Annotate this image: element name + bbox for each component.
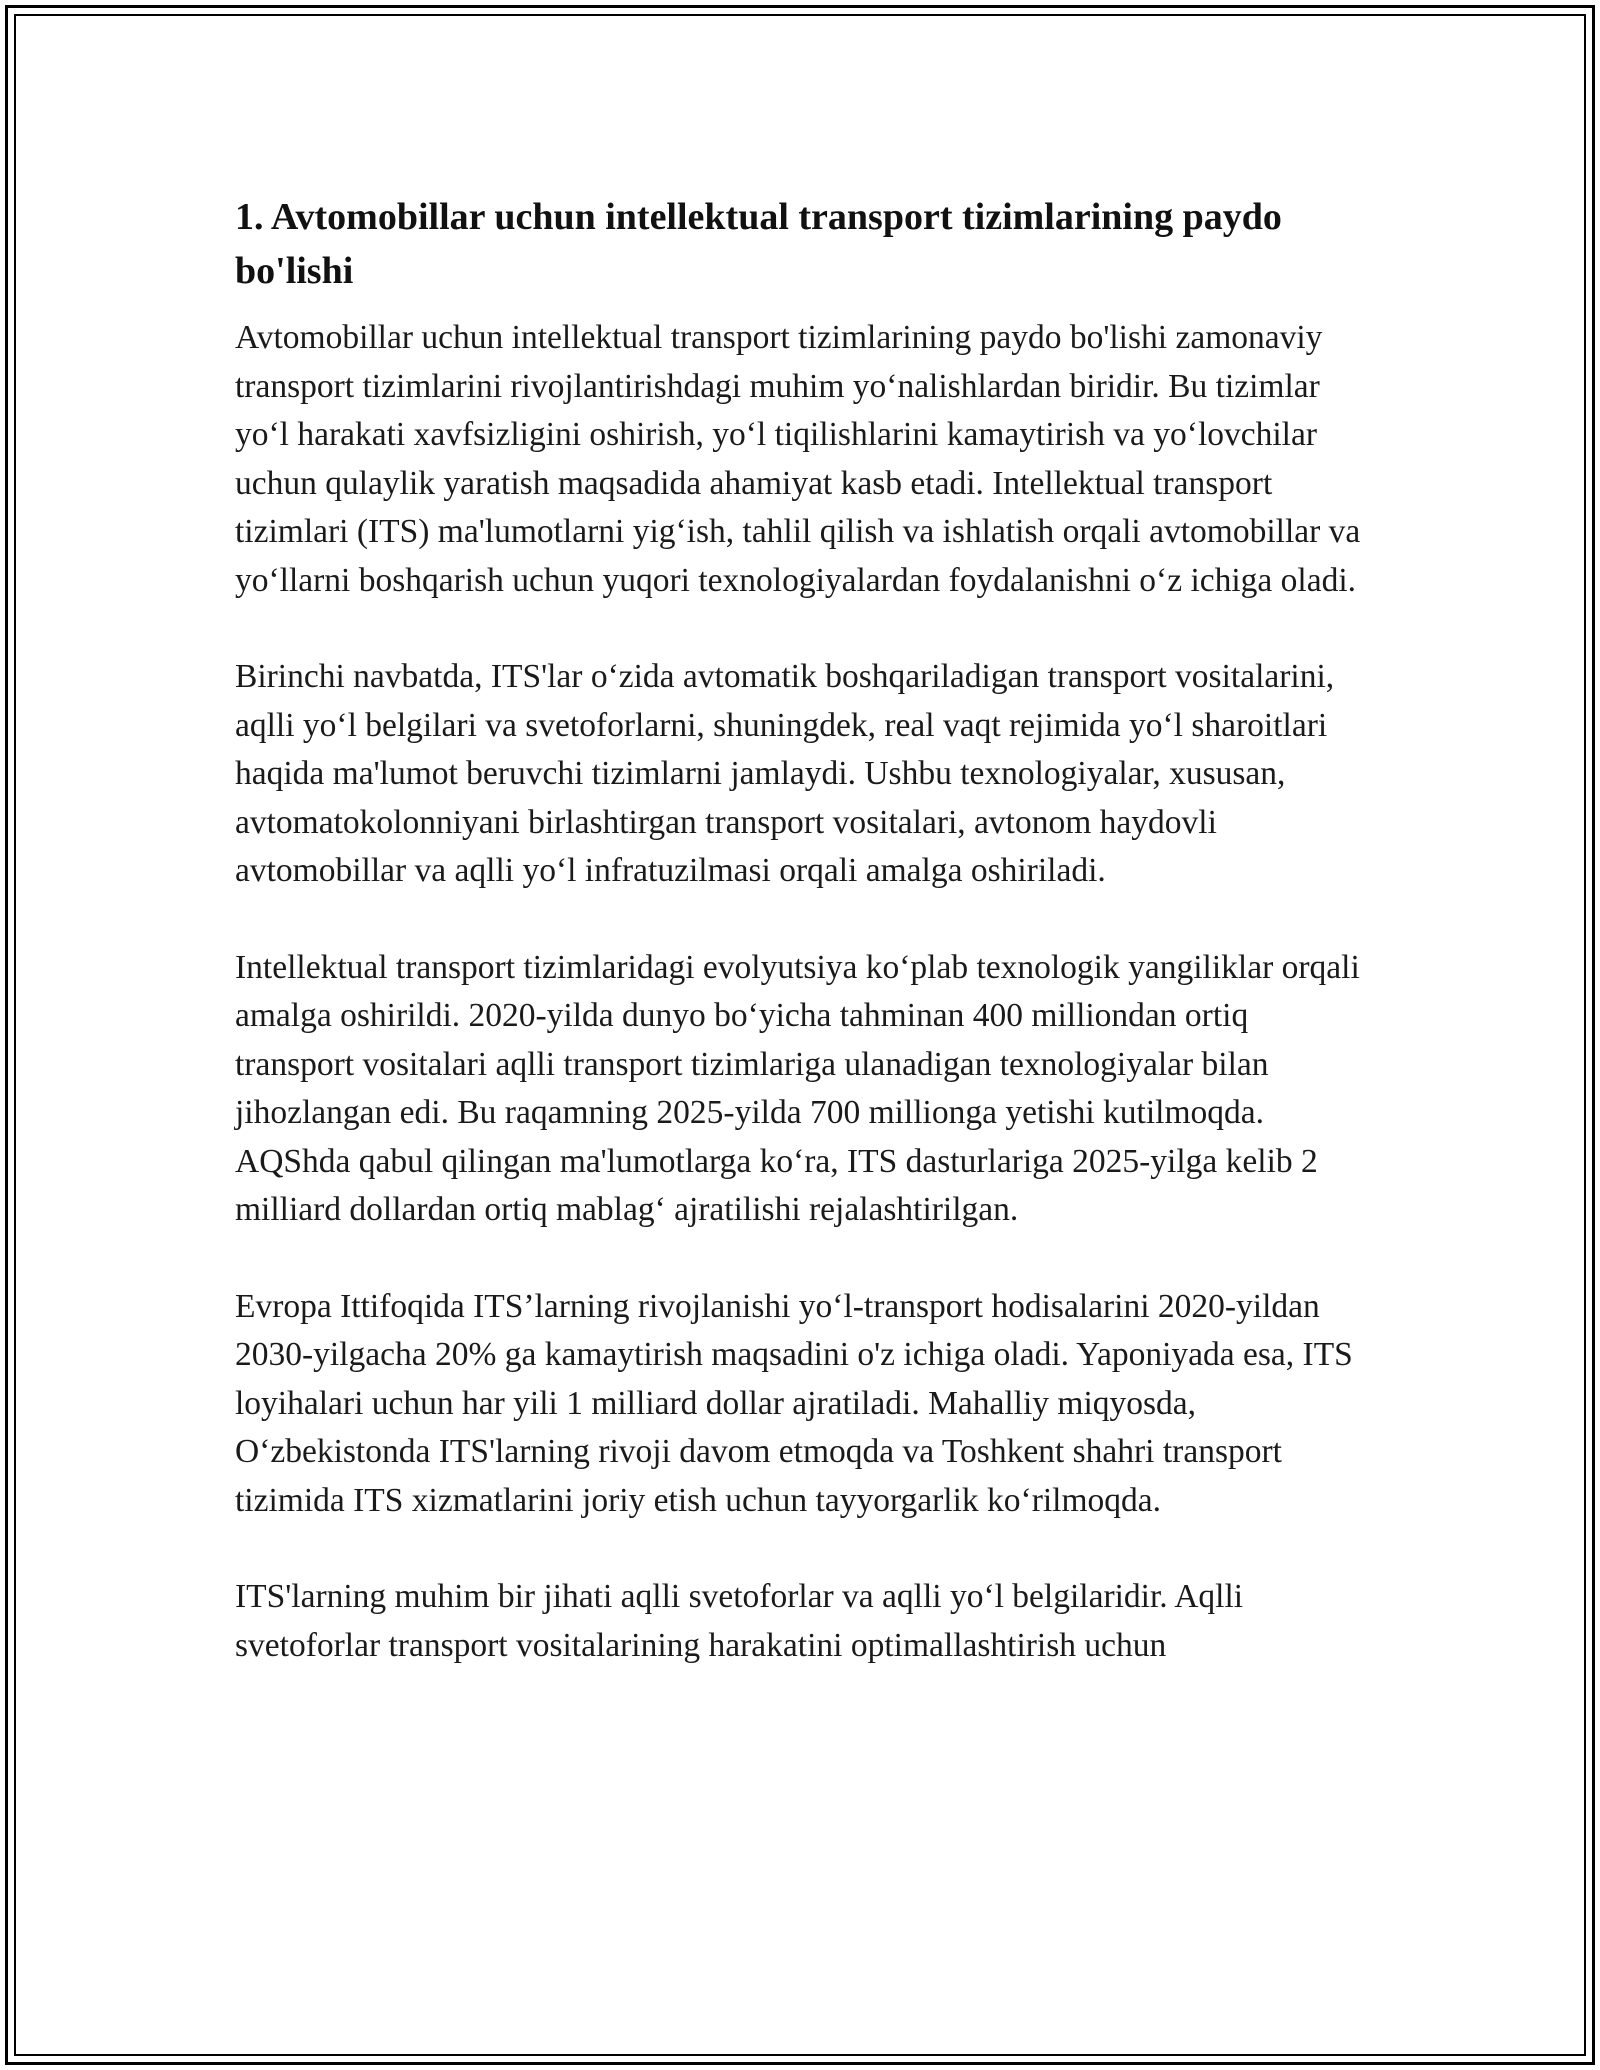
paragraph-3: Intellektual transport tizimlaridagi evolyutsiya ko‘plab texnologik yangiliklar orqali amalga oshirildi. 2020-yilda dunyo bo‘yicha tahminan 400 milliondan ortiq transport vositalari aqlli transport tizimlariga ulanadigan texnologiyalar bilan jihozlangan edi. Bu raqamning 2025-yilda 700 millionga yetishi kutilmoqda. AQShda qabul qilingan ma'lumotlarga ko‘ra, ITS dasturlariga 2025-yilga kelib 2 milliard dollardan ortiq mablag‘ ajratilishi rejalashtirilgan. (235, 948, 1360, 1228)
document-content (235, 190, 1370, 1718)
paragraph-2: Birinchi navbatda, ITS'lar o‘zida avtomatik boshqariladigan transport vositalarini, aqlli yo‘l belgilari va svetoforlarni, shuningdek, real vaqt rejimida yo‘l sharoitlari haqida ma'lumot beruvchi tizimlarni jamlaydi. Ushbu texnologiyalar, xususan, avtomatokolonniyani birlashtirgan transport vositalari, avtonom haydovli avtomobillar va aqlli yo‘l infratuzilmasi orqali amalga oshiriladi. (235, 658, 1335, 889)
paragraph-5: ITS'larning muhim bir jihati aqlli svetoforlar va aqlli yo‘l belgilaridir. Aqlli svetoforlar transport vositalarining harakatini optimallashtirish uchun (235, 1578, 1244, 1664)
paragraph-4: Evropa Ittifoqida ITS’larning rivojlanishi yo‘l-transport hodisalarini 2020-yildan 2030-yilgacha 20% ga kamaytirish maqsadini o'z ichiga oladi. Yaponiyada esa, ITS loyihalari uchun har yili 1 milliard dollar ajratiladi. Mahalliy miqyosda, O‘zbekistonda ITS'larning rivoji davom etmoqda va Toshkent shahri transport tizimida ITS xizmatlarini joriy etish uchun tayyorgarlik ko‘rilmoqda. (235, 1287, 1353, 1519)
paragraph-1: Avtomobillar uchun intellektual transport tizimlarining paydo bo'lishi zamonaviy transport tizimlarini rivojlantirishdagi muhim yo‘nalishlardan biridir. Bu tizimlar yo‘l harakati xavfsizligini oshirish, yo‘l tiqilishlarini kamaytirish va yo‘lovchilar uchun qulaylik yaratish maqsadida ahamiyat kasb etadi. Intellektual transport tizimlari (ITS) ma'lumotlarni yig‘ish, tahlil qilish va ishlatish orqali avtomobillar va yo‘llarni boshqarish uchun yuqori texnologiyalardan foydalanishni o‘z ichiga oladi. (235, 319, 1361, 599)
section-heading: 1. Avtomobillar uchun intellektual transport tizimlarining paydo bo'lishi (235, 196, 1282, 292)
